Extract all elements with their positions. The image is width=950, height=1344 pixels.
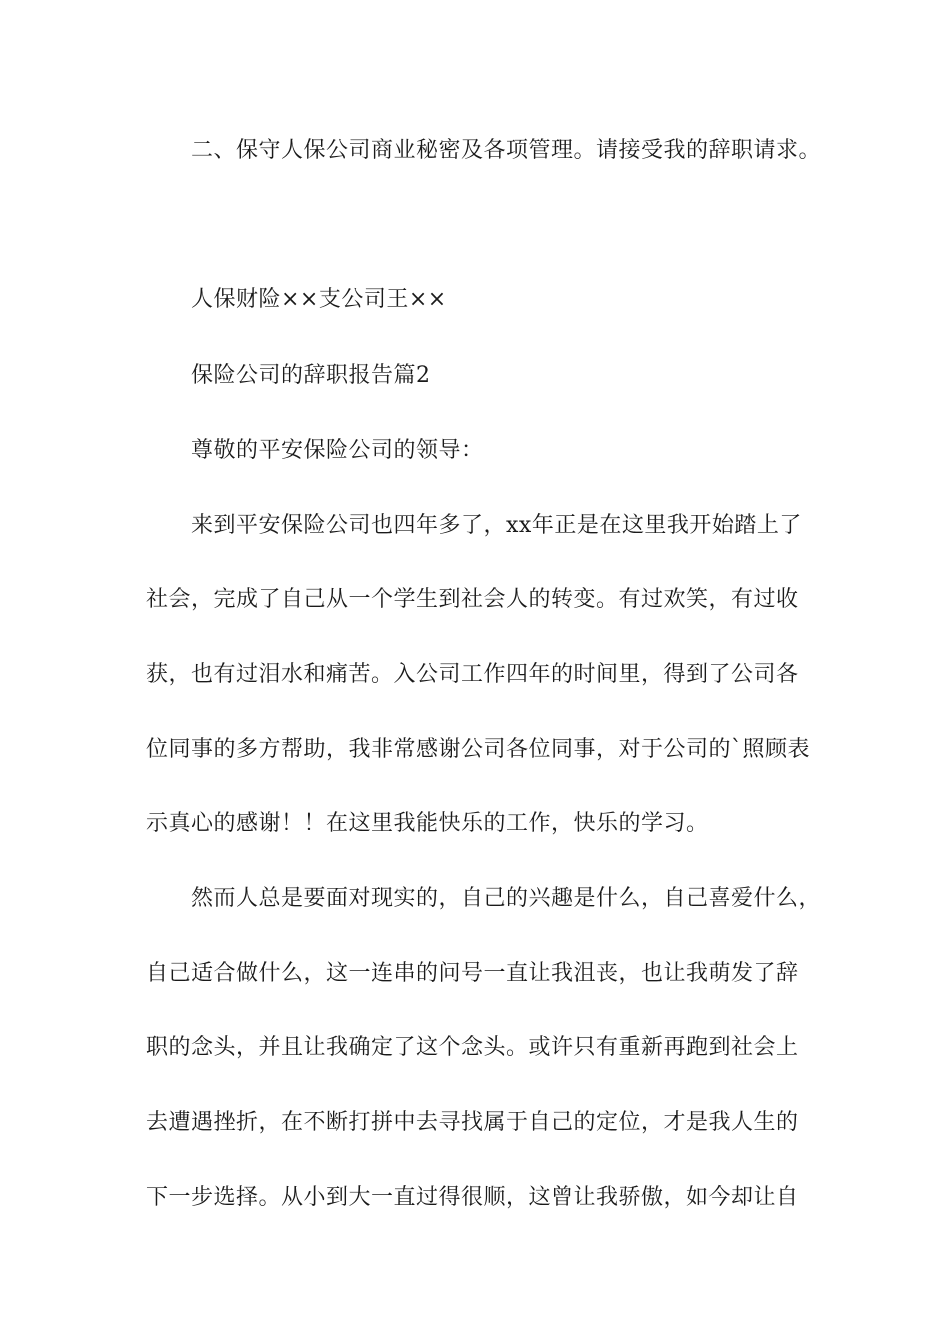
paragraph-line: 二、保守人保公司商业秘密及各项管理。请接受我的辞职请求。 <box>191 138 822 163</box>
paragraph-line: 下一步选择。从小到大一直过得很顺，这曾让我骄傲，如今却让自 <box>146 1185 799 1210</box>
paragraph-line: 去遭遇挫折，在不断打拼中去寻找属于自己的定位，才是我人生的 <box>146 1110 799 1135</box>
signature-line: 人保财险××支公司王×× <box>191 287 447 312</box>
paragraph-line: 自己适合做什么，这一连串的问号一直让我沮丧，也让我萌发了辞 <box>146 961 799 986</box>
section-heading: 保险公司的辞职报告篇2 <box>191 363 431 388</box>
paragraph-line: 获，也有过泪水和痛苦。入公司工作四年的时间里，得到了公司各 <box>146 662 799 687</box>
paragraph-line: 社会，完成了自己从一个学生到社会人的转变。有过欢笑，有过收 <box>146 587 799 612</box>
paragraph-line: 示真心的感谢！！在这里我能快乐的工作，快乐的学习。 <box>146 811 709 836</box>
paragraph-line: 来到平安保险公司也四年多了，xx年正是在这里我开始踏上了 <box>191 513 802 538</box>
paragraph-line: 位同事的多方帮助，我非常感谢公司各位同事，对于公司的`照顾表 <box>146 737 811 762</box>
paragraph-line: 然而人总是要面对现实的，自己的兴趣是什么，自己喜爱什么， <box>191 886 822 911</box>
paragraph-line: 职的念头，并且让我确定了这个念头。或许只有重新再跑到社会上 <box>146 1035 799 1060</box>
salutation-line: 尊敬的平安保险公司的领导： <box>191 438 484 463</box>
